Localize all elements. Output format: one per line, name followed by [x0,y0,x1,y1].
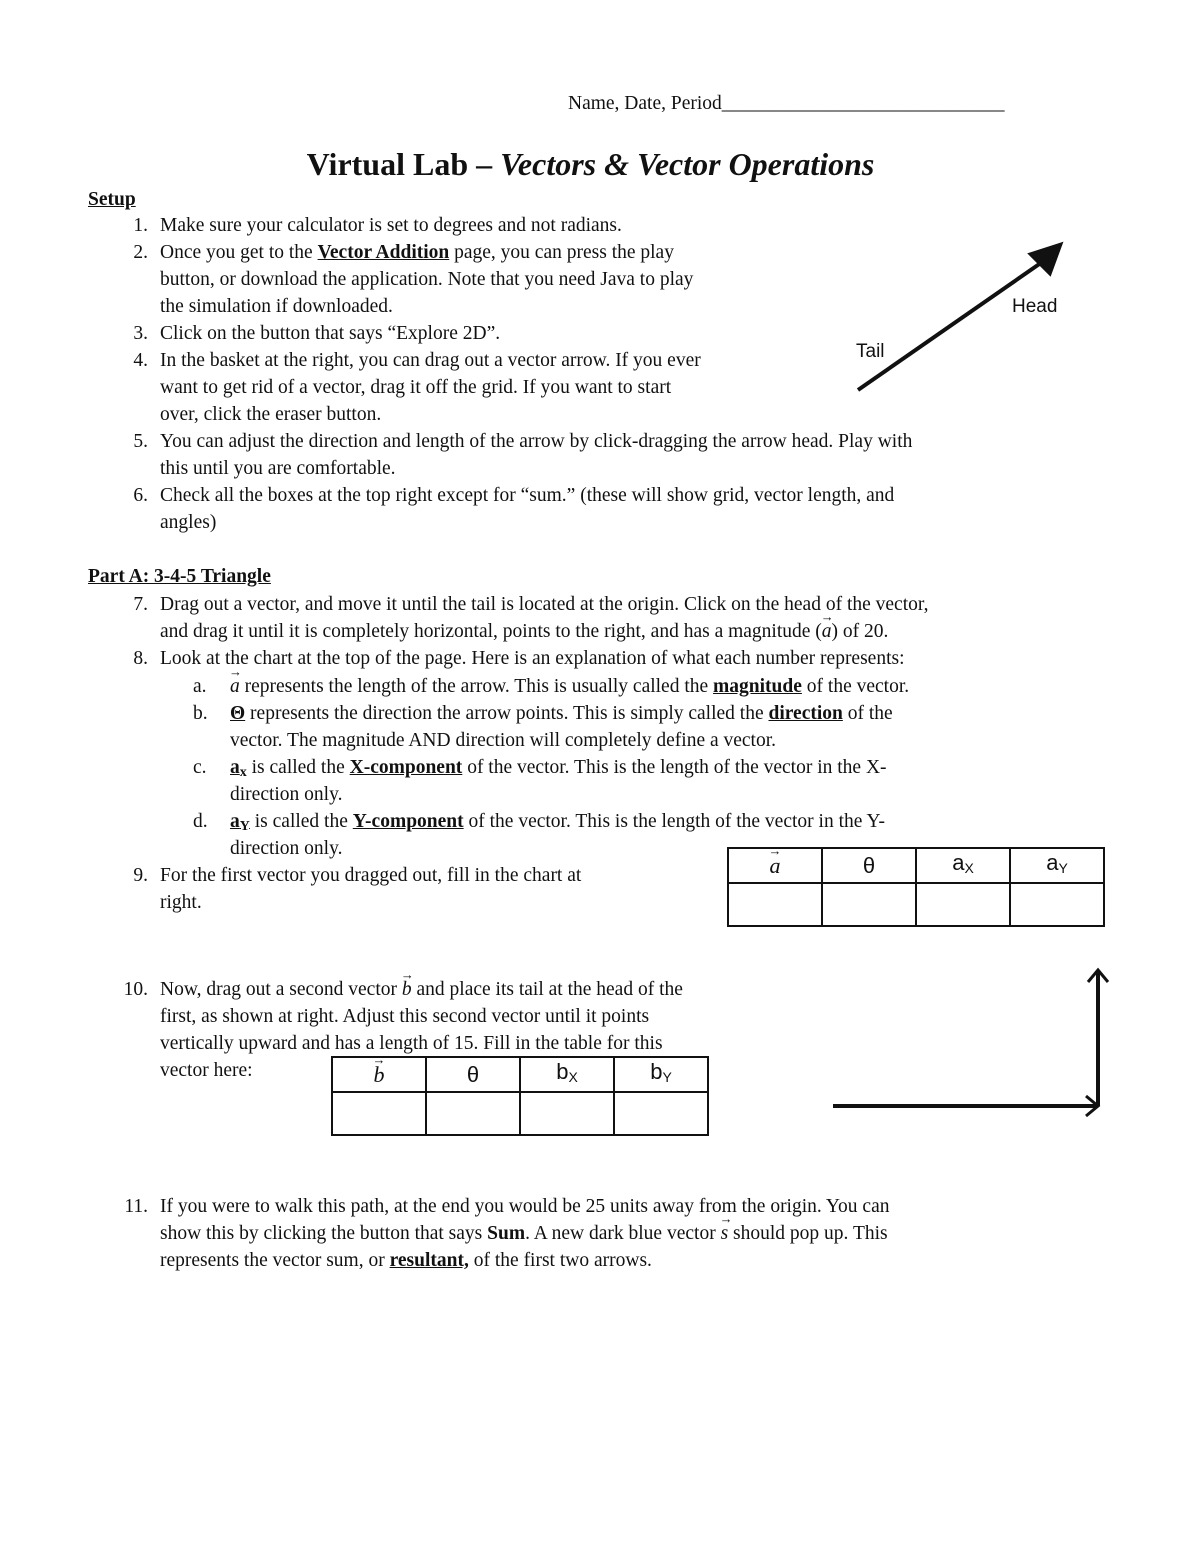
table-header-b: → b [332,1057,426,1092]
table-cell-ax[interactable] [916,883,1010,926]
setup-heading: Setup [88,189,136,210]
table-header-bx: $b_X$ [520,1057,614,1092]
table-cell-bx[interactable] [520,1092,614,1135]
table-cell-theta[interactable] [426,1092,520,1135]
vector-b-table [331,1056,709,1136]
table-cell-a[interactable] [728,883,822,926]
vector-shaft [858,258,1048,390]
table-header-theta: θ [426,1057,520,1092]
name-date-period-line: Name, Date, Period_____________________________ [568,93,1005,114]
table-header-theta: θ [822,848,916,883]
head-label: Head [1012,296,1058,317]
vector-a-table [727,847,1105,927]
table-cell-ay[interactable] [1010,883,1104,926]
table-header-ax: $a_X$ [916,848,1010,883]
vector-addition-diagram [828,960,1113,1120]
table-header-a: → a [728,848,822,883]
table-cell-theta[interactable] [822,883,916,926]
tail-label: Tail [856,341,885,362]
page-title: Virtual Lab – Vectors & Vector Operations [306,146,875,182]
table-header-by: $b_Y$ [614,1057,708,1092]
table-cell-by[interactable] [614,1092,708,1135]
table-header-ay: $a_Y$ [1010,848,1104,883]
part-a-heading: Part A: 3-4-5 Triangle [88,566,271,587]
table-cell-b[interactable] [332,1092,426,1135]
